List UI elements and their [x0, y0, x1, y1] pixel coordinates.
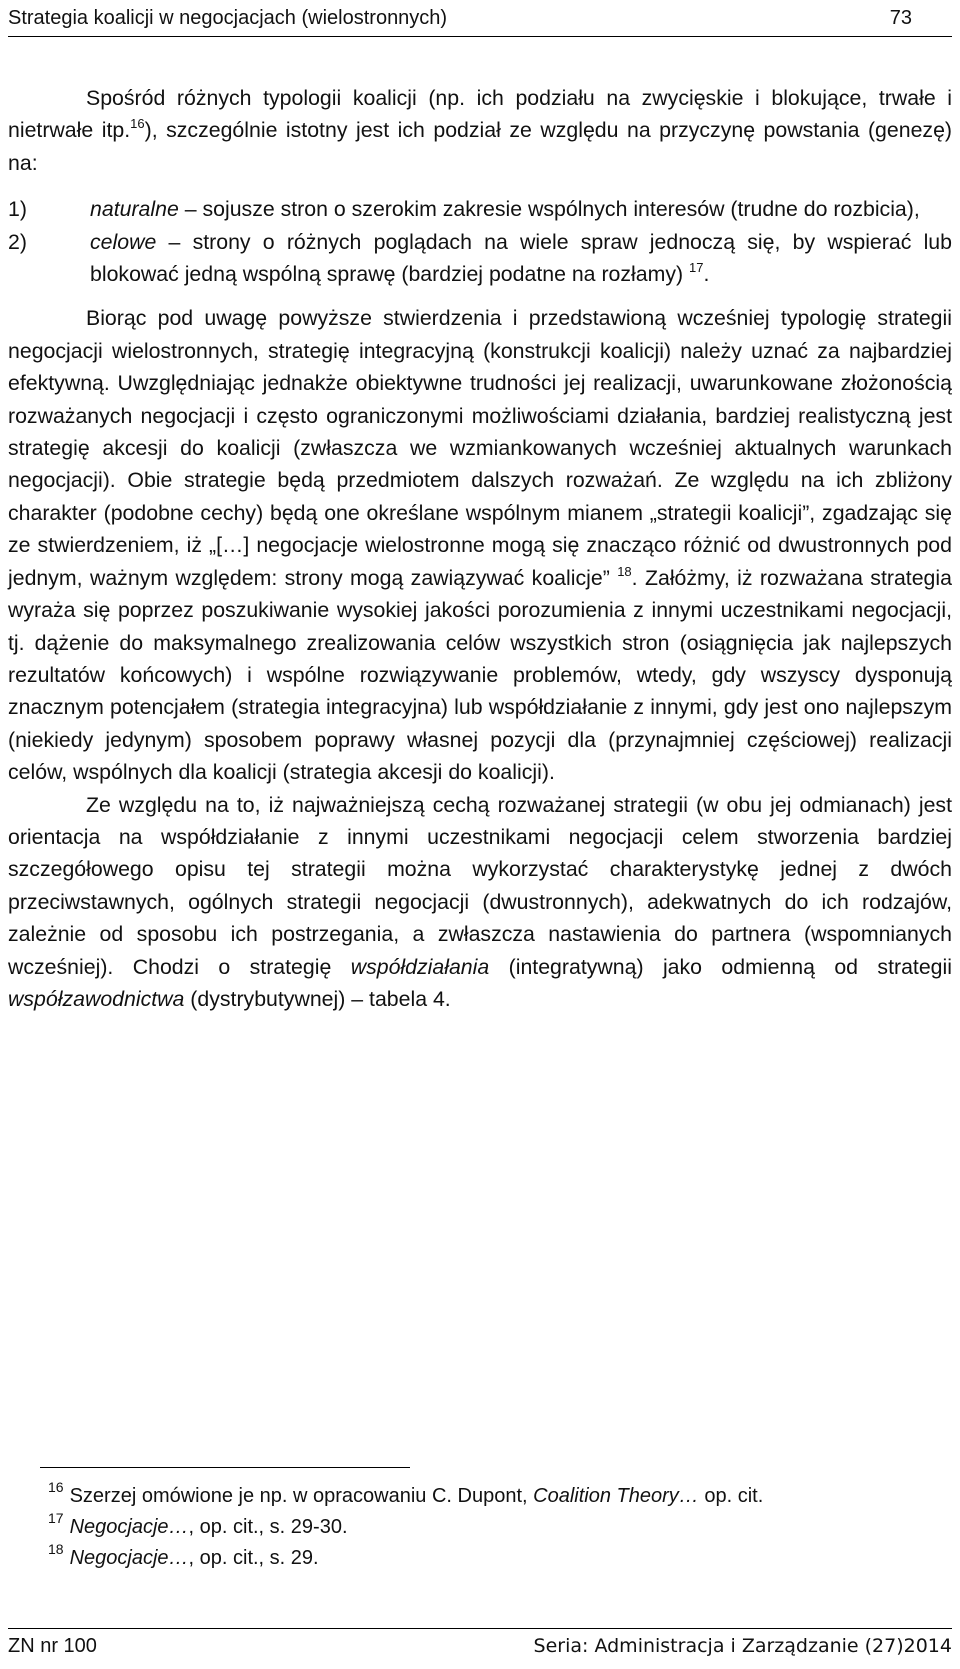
footnote-number: 16 — [48, 1479, 64, 1496]
emphasis-term: współdziałania — [350, 954, 490, 979]
list-term: celowe — [90, 229, 157, 254]
footnotes — [48, 1481, 948, 1574]
typology-list — [8, 193, 952, 290]
journal-issue: ZN nr 100 — [8, 1635, 97, 1657]
body-text — [8, 82, 952, 1015]
list-item-body: naturalne – sojusze stron o szerokim zakresie wspólnych interesów (trudne do rozbicia), — [90, 197, 920, 222]
list-item-body: celowe – strony o różnych poglądach na wiele spraw jednoczą się, by wspierać lub blokować jedną wspólną sprawę (bardziej podatne na rozłamy) $^{17}$. — [90, 229, 952, 287]
footnote-ref-17[interactable]: 17 — [689, 259, 704, 275]
running-footer — [8, 1628, 952, 1663]
header-title: Strategia koalicji w negocjacjach (wielostronnych) — [8, 7, 448, 29]
paragraph-coalition-typology: Spośród różnych typologii koalicji (np. ich podziału na zwycięskie i blokujące, trwałe i nietrwałe itp.$^{16}$), szczególnie istotny jest ich podział ze względu na przyczynę powstania (genezę) na: — [8, 86, 953, 175]
list-term: naturalne — [90, 197, 179, 222]
page-number: 73 — [889, 7, 912, 29]
list-number: 2) — [8, 229, 27, 254]
paragraph-cooperation-strategy: Ze względu na to, iż najważniejszą cechą rozważanej strategii (w obu jej odmianach) jest orientacja na współdziałanie z innymi uczestnikami negocjacji celem stworzenia bardziej szczegółowego opisu tej strategii można wykorzystać charakterystykę jednej z dwóch przeciwstawnych, ogólnych strategii negocjacji (dwustronnych), adekwatnych do ich rodzajów, zależnie od sposobu ich postrzegania, a zwłaszcza nastawienia do partnera (wspomnianych wcześniej). Chodzi o strategię współdziałania (integratywną) jako odmienną od strategii współzawodnictwa (dystrybutywnej) – tabela 4. — [8, 792, 952, 1011]
paragraph-integrative-strategy: Biorąc pod uwagę powyższe stwierdzenia i przedstawioną wcześniej typologię strategii negocjacji wielostronnych, strategię integracyjną (konstrukcji koalicji) należy uznać za najbardziej efektywną. Uwzględniając jednakże obiektywne trudności jej realizacji, uwarunkowane złożonością rozważanych negocjacji i często ograniczonymi możliwościami działania, bardziej realistyczną jest strategię akcesji do koalicji (zwłaszcza we wzmiankowanych wcześniej aktualnych warunkach negocjacji). Obie strategie będą przedmiotem dalszych rozważań. Ze względu na ich zbliżony charakter (podobne cechy) będą one określane wspólnym mianem „strategii koalicji”, zgadzając się ze stwierdzeniem, iż „[…] negocjacje wielostronne mogą się znacząco różnić od dwustronnych pod jednym, ważnym względem: strony mogą zawiązywać koalicje” $^{18}$. Załóżmy, iż rozważana strategia wyraża się poprzez poszukiwanie wysokiej jakości porozumienia z innymi uczestnikami negocjacji, tj. dążenie do maksymalnego zrealizowania celów wszystkich stron (osiągnięcia jak najlepszych rezultatów końcowych) i wspólne rozwiązywanie problemów, wtedy, gdy wszyscy dysponują znacznym potencjałem (strategia integracyjna) lub współdziałanie z innymi, gdy jest ono najlepszym (niekiedy jedynym) sposobem poprawy własnej pozycji dla (przynajmniej częściowej) realizacji celów, wspólnych dla koalicji (strategia akcesji do koalicji). — [8, 306, 952, 785]
list-item — [8, 226, 952, 291]
footnote-ref-16[interactable]: 16 — [130, 116, 145, 132]
series-name: Seria: Administracja i Zarządzanie (27)2014 — [533, 1635, 952, 1657]
footnote-divider — [40, 1467, 410, 1468]
list-number: 1) — [8, 197, 27, 222]
footnote-17: $^{17}$ Negocjacje…, op. cit., s. 29-30. — [48, 1510, 348, 1538]
emphasis-term: współzawodnictwa — [8, 986, 185, 1011]
footnote-number: 17 — [48, 1510, 64, 1527]
footnote-18: $^{18}$ Negocjacje…, op. cit., s. 29. — [48, 1541, 319, 1569]
footnote-16: $^{16}$ Szerzej omówione je np. w opracowaniu C. Dupont, Coalition Theory… op. cit. — [48, 1479, 764, 1507]
footnote-ref-18[interactable]: 18 — [617, 563, 632, 579]
list-item — [8, 193, 952, 225]
footnote-number: 18 — [48, 1541, 64, 1558]
running-header — [8, 4, 952, 37]
